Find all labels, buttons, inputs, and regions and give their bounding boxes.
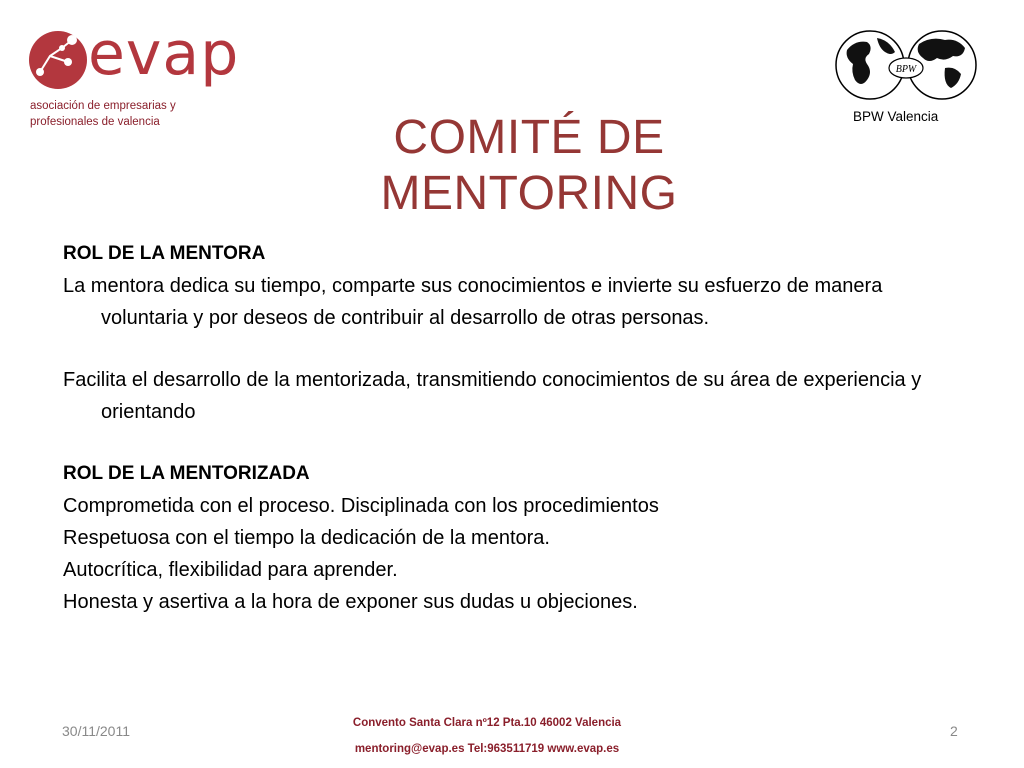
mentorizada-item: Comprometida con el proceso. Disciplinada con los procedimientos <box>63 495 659 517</box>
footer-date: 30/11/2011 <box>62 723 130 739</box>
slide-title: COMITÉ DE MENTORING <box>380 111 678 220</box>
evap-mark-icon <box>28 28 90 98</box>
footer-contact-block <box>300 710 674 762</box>
bpw-globes-icon <box>833 28 979 102</box>
evap-logo <box>28 19 240 132</box>
bpw-badge-text: BPW <box>895 64 917 75</box>
page-number: 2 <box>950 723 958 739</box>
mentorizada-item: Autocrítica, flexibilidad para aprender. <box>63 559 398 581</box>
mentorizada-item: Respetuosa con el tiempo la dedicación de la mentora. <box>63 527 550 549</box>
slide-body <box>63 238 963 618</box>
bpw-logo <box>833 28 979 102</box>
evap-wordmark: evap <box>88 19 240 89</box>
evap-tagline-line1: asociación de empresarias y <box>30 100 176 112</box>
mentora-paragraph-2: Facilita el desarrollo de la mentorizada, transmitiendo conocimientos de su área de experiencia y orientando <box>63 369 922 423</box>
evap-tagline <box>30 98 230 130</box>
mentora-paragraph-1: La mentora dedica su tiempo, comparte sus conocimientos e invierte su esfuerzo de manera voluntaria y por deseos de contribuir al desarrollo de otras personas. <box>63 275 883 329</box>
mentora-heading: ROL DE LA MENTORA <box>63 243 266 264</box>
bpw-caption: BPW Valencia <box>853 109 939 124</box>
mentorizada-item: Honesta y asertiva a la hora de exponer sus dudas u objeciones. <box>63 591 638 613</box>
evap-tagline-line2: profesionales de valencia <box>30 116 160 128</box>
footer-address: Convento Santa Clara nº12 Pta.10 46002 Valencia <box>352 717 622 729</box>
footer-contact: mentoring@evap.es Tel:963511719 www.evap.es <box>354 743 620 755</box>
mentorizada-heading: ROL DE LA MENTORIZADA <box>63 463 310 484</box>
